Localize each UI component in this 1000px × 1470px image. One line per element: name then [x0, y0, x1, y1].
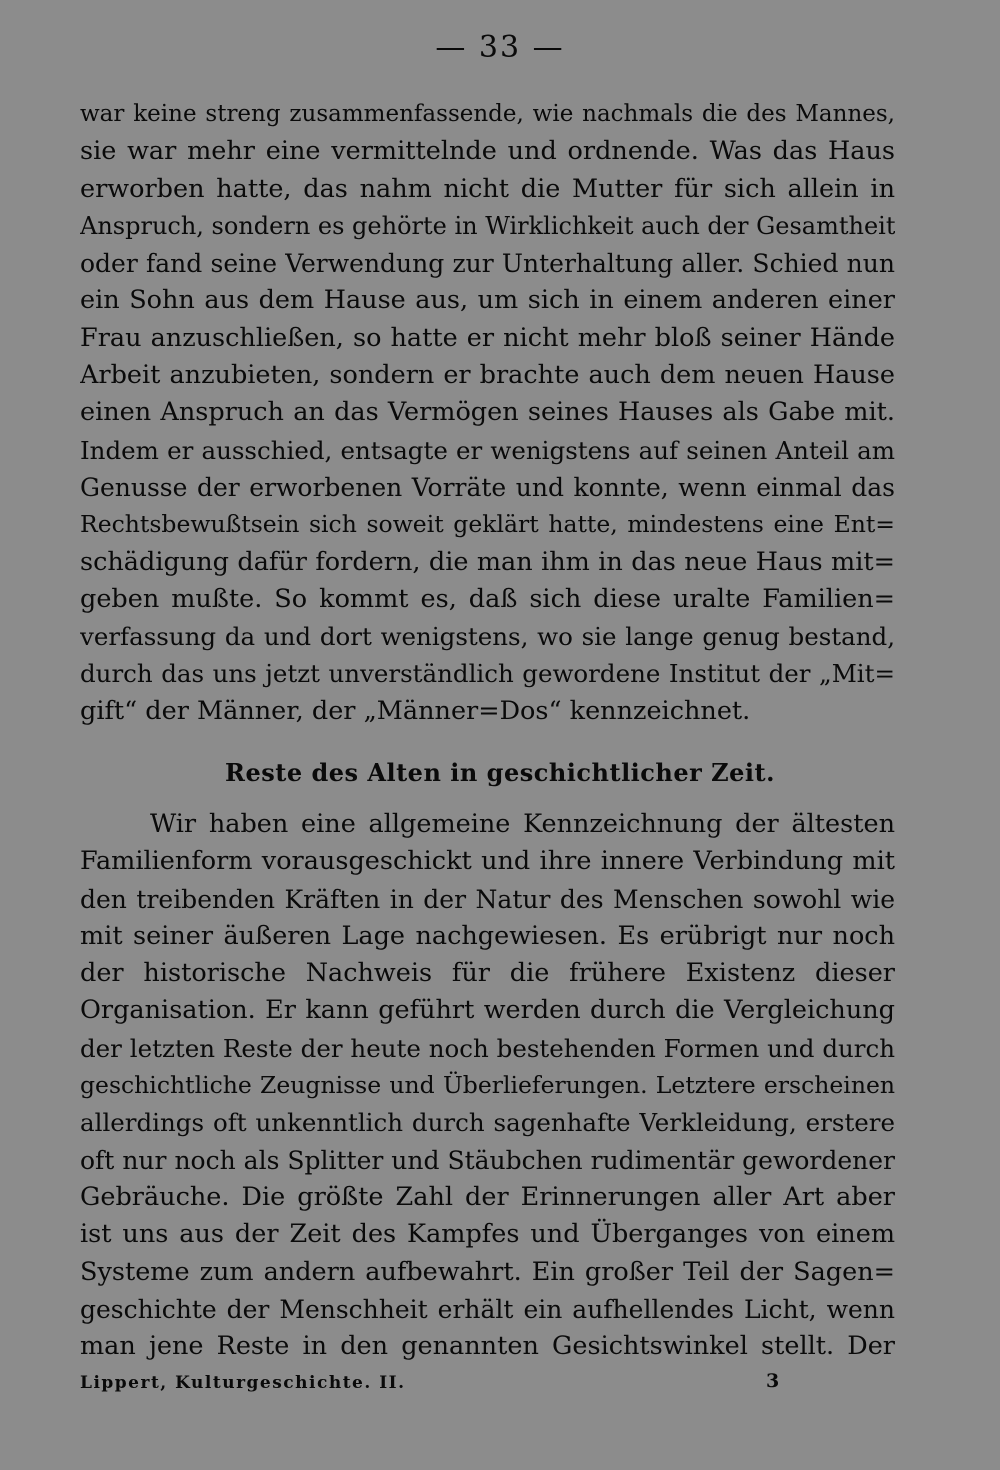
- text-line: oft nur noch als Splitter und Stäubchen rudimentär gewordener: [80, 1145, 895, 1175]
- text-line: Arbeit anzubieten, sondern er brachte auch dem neuen Hause: [80, 360, 895, 391]
- text-line: einen Anspruch an das Vermögen seines Hauses als Gabe mit.: [80, 397, 895, 428]
- text-line: geschichtliche Zeugnisse und Überlieferungen. Letztere erscheinen: [80, 1071, 895, 1100]
- text-line: ein Sohn aus dem Hause aus, um sich in einem anderen einer: [80, 285, 895, 316]
- text-line: der historische Nachweis für die frühere Existenz dieser: [80, 958, 895, 989]
- text-line: Genusse der erworbenen Vorräte und konnte, wenn einmal das: [80, 472, 895, 502]
- footer-sheet-number: 3: [766, 1370, 780, 1392]
- text-line: Frau anzuschließen, so hatte er nicht mehr bloß seiner Hände: [80, 322, 895, 353]
- text-line: Familienform vorausgeschickt und ihre innere Verbindung mit: [80, 846, 895, 877]
- text-line: der letzten Reste der heute noch bestehenden Formen und durch: [80, 1033, 895, 1063]
- paragraph-section: [80, 806, 895, 1365]
- section-heading: Reste des Alten in geschichtlicher Zeit.: [225, 758, 775, 787]
- page-number: — 33 —: [435, 30, 565, 65]
- text-line: war keine streng zusammenfassende, wie nachmals die des Mannes,: [80, 101, 895, 127]
- text-line: oder fand seine Verwendung zur Unterhaltung aller. Schied nun: [80, 249, 895, 279]
- text-line: Systeme zum andern aufbewahrt. Ein großer Teil der Sagen=: [80, 1256, 895, 1287]
- text-line: Gebräuche. Die größte Zahl der Erinnerungen aller Art aber: [80, 1181, 895, 1212]
- text-line: allerdings oft unkenntlich durch sagenhafte Verkleidung, erstere: [80, 1108, 895, 1138]
- text-line: Rechtsbewußtsein sich soweit geklärt hatte, mindestens eine Ent=: [80, 510, 895, 539]
- text-line: sie war mehr eine vermittelnde und ordnende. Was das Haus: [80, 136, 895, 167]
- text-line: mit seiner äußeren Lage nachgewiesen. Es erübrigt nur noch: [80, 920, 895, 951]
- text-line: schädigung dafür fordern, die man ihm in das neue Haus mit=: [80, 546, 895, 577]
- text-line: Anspruch, sondern es gehörte in Wirklichkeit auch der Gesamtheit: [80, 211, 895, 240]
- text-line: Indem er ausschied, entsagte er wenigstens auf seinen Anteil am: [80, 435, 895, 465]
- paragraph-continued: [80, 96, 895, 730]
- text-line: ist uns aus der Zeit des Kampfes und Überganges von einem: [80, 1219, 895, 1250]
- text-line: Organisation. Er kann geführt werden durch die Vergleichung: [80, 995, 895, 1026]
- text-line: erworben hatte, das nahm nicht die Mutter für sich allein in: [80, 173, 895, 204]
- text-line: gift“ der Männer, der „Männer=Dos“ kennzeichnet.: [80, 695, 751, 726]
- footer-signature: Lippert, Kulturgeschichte. II.: [80, 1373, 406, 1393]
- text-line: geben mußte. So kommt es, daß sich diese uralte Familien=: [80, 583, 895, 614]
- text-line: man jene Reste in den genannten Gesichtswinkel stellt. Der: [80, 1331, 895, 1362]
- text-line: verfassung da und dort wenigstens, wo sie lange genug bestand,: [80, 622, 895, 652]
- text-line: durch das uns jetzt unverständlich gewordene Institut der „Mit=: [80, 659, 895, 689]
- text-line: geschichte der Menschheit erhält ein aufhellendes Licht, wenn: [80, 1294, 895, 1324]
- text-line: Wir haben eine allgemeine Kennzeichnung der ältesten: [150, 809, 895, 839]
- text-line: den treibenden Kräften in der Natur des Menschen sowohl wie: [80, 884, 895, 914]
